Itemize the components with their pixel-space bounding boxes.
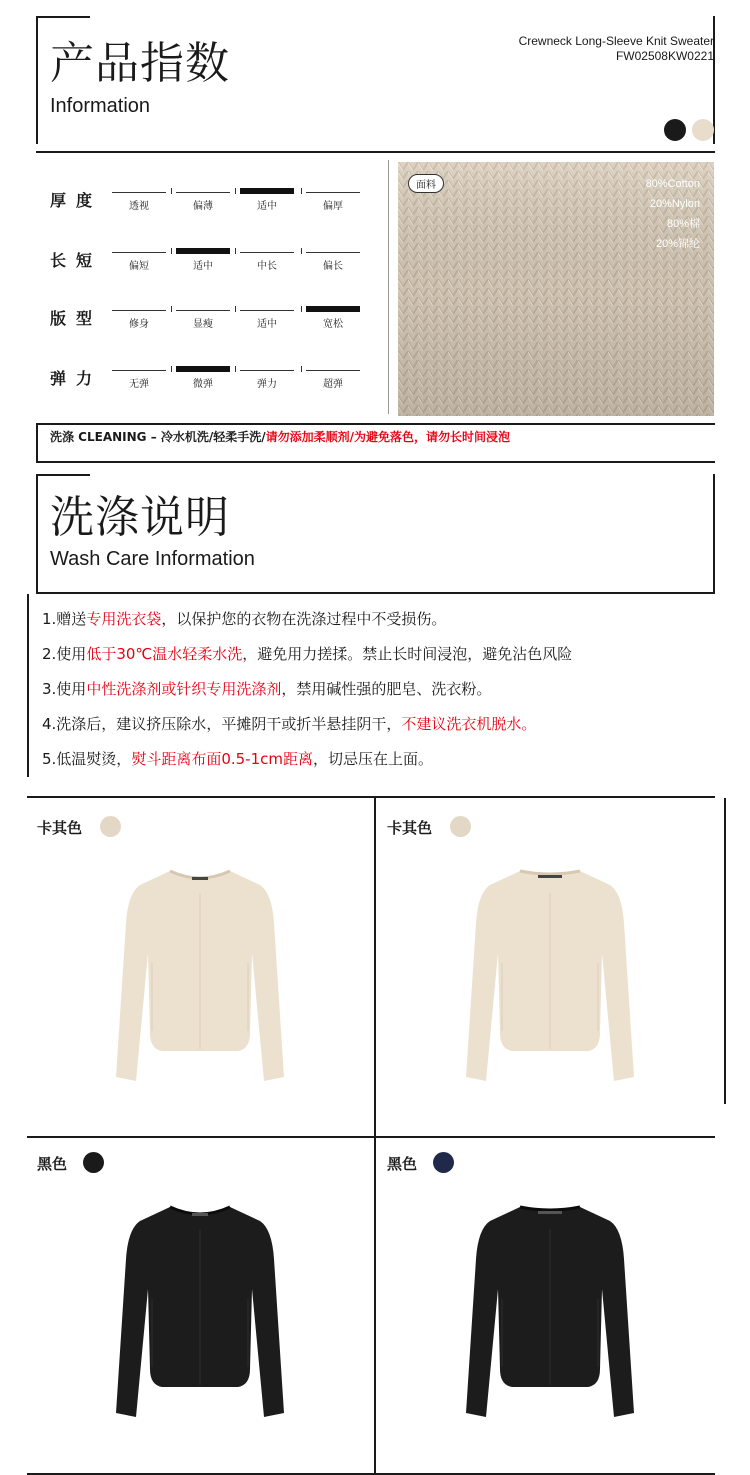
index-option-label: 适中 — [193, 261, 213, 272]
wash-care-highlight: 中性洗涤剂或针织专用洗涤剂 — [86, 680, 282, 698]
index-row-label: 厚度 — [50, 191, 103, 210]
index-option-label: 修身 — [129, 319, 149, 330]
wash-care-text: ，禁用碱性强的肥皂、洗衣粉。 — [281, 680, 492, 698]
index-segment — [176, 366, 230, 372]
section-title-cn: 产品指数 — [50, 38, 230, 89]
cleaning-warning: 请勿添加柔顺剂/为避免落色，请勿长时间浸泡 — [265, 430, 511, 444]
sweater-label-tag — [538, 1211, 562, 1214]
wash-title-cn: 洗涤说明 — [50, 492, 230, 543]
wash-care-text: ，避免用力搓揉。禁止长时间浸泡，避免沾色风险 — [242, 645, 573, 663]
index-option-label: 偏厚 — [323, 201, 343, 212]
wash-care-highlight: 不建议洗衣机脱水。 — [401, 715, 537, 733]
sweater-label-tag — [192, 877, 208, 880]
sweater-neckline — [520, 871, 580, 874]
wash-care-item — [42, 748, 433, 769]
index-segment — [306, 192, 360, 193]
wash-care-text: 1.赠送 — [42, 610, 87, 628]
index-segment — [112, 370, 166, 371]
wash-care-text: 3.使用 — [42, 680, 87, 698]
index-tick — [171, 248, 172, 254]
index-option-label: 偏长 — [323, 261, 343, 272]
index-option-label: 中长 — [257, 261, 277, 272]
sweater-front-image — [100, 1199, 300, 1439]
fabric-line-3: 80%棉 — [666, 218, 700, 230]
index-tick — [171, 188, 172, 194]
wash-care-item — [42, 713, 536, 734]
color-name-label: 黑色 — [37, 1155, 68, 1173]
index-tick — [301, 248, 302, 254]
index-segment — [112, 252, 166, 253]
color-dot-black — [664, 119, 686, 141]
sweater-label-tag — [192, 1213, 208, 1216]
sweater-label-tag — [538, 875, 562, 878]
wash-care-highlight: 熨斗距离布面0.5-1cm距离 — [131, 750, 313, 768]
wash-care-text: 4.洗涤后，建议挤压除水，平摊阴干或折半悬挂阴干， — [42, 715, 402, 733]
index-option-label: 宽松 — [323, 319, 343, 330]
color-dot-khaki — [692, 119, 714, 141]
index-tick — [235, 188, 236, 194]
sweater-back-image — [450, 863, 650, 1103]
cleaning-note — [50, 428, 510, 445]
wash-care-item — [42, 608, 446, 629]
index-segment — [176, 248, 230, 254]
index-row-label: 弹力 — [50, 369, 103, 388]
index-segment — [306, 306, 360, 312]
color-swatch-dot — [450, 816, 471, 837]
index-option-label: 适中 — [257, 319, 277, 330]
index-tick — [235, 366, 236, 372]
sweater-back-image — [450, 1199, 650, 1439]
index-row-label: 长短 — [50, 251, 103, 270]
fabric-line-2: 20%Nylon — [649, 198, 700, 210]
index-tick — [235, 248, 236, 254]
index-tick — [301, 188, 302, 194]
sweater-front-image — [100, 863, 300, 1103]
color-name-label: 卡其色 — [387, 819, 433, 837]
index-segment — [112, 310, 166, 311]
index-option-label: 微弹 — [193, 379, 213, 390]
wash-care-text: ，以保护您的衣物在洗涤过程中不受损伤。 — [161, 610, 447, 628]
fabric-line-1: 80%Cotton — [645, 178, 700, 190]
index-segment — [240, 310, 294, 311]
index-option-label: 透视 — [129, 201, 149, 212]
color-name-label: 黑色 — [387, 1155, 418, 1173]
index-segment — [240, 370, 294, 371]
index-option-label: 偏短 — [129, 261, 149, 272]
index-segment — [176, 192, 230, 193]
color-swatch-dot — [100, 816, 121, 837]
wash-care-text: 2.使用 — [42, 645, 87, 663]
section-title-en: Information — [50, 95, 151, 117]
fabric-line-4: 20%锦纶 — [655, 238, 700, 250]
index-segment — [240, 252, 294, 253]
wash-title-en: Wash Care Information — [50, 548, 255, 570]
index-segment — [176, 310, 230, 311]
index-tick — [171, 366, 172, 372]
sweater-neckline — [520, 1207, 580, 1210]
index-option-label: 超弹 — [323, 379, 343, 390]
wash-care-item — [42, 643, 572, 664]
index-tick — [171, 306, 172, 312]
wash-care-highlight: 低于30℃温水轻柔水洗 — [86, 645, 243, 663]
wash-care-item — [42, 678, 491, 699]
index-row-label: 版型 — [50, 309, 103, 328]
color-swatch-dot — [433, 1152, 454, 1173]
color-name-label: 卡其色 — [37, 819, 83, 837]
index-segment — [306, 370, 360, 371]
index-option-label: 显瘦 — [193, 319, 213, 330]
fabric-tag: 面料 — [408, 174, 444, 193]
fabric-composition — [646, 174, 700, 254]
index-option-label: 适中 — [257, 201, 277, 212]
index-tick — [235, 306, 236, 312]
cleaning-note-text: 洗涤 CLEANING – 冷水机洗/轻柔手洗/ — [50, 430, 266, 444]
index-segment — [306, 252, 360, 253]
wash-care-text: ，切忌压在上面。 — [312, 750, 433, 768]
index-option-label: 无弹 — [129, 379, 149, 390]
index-segment — [112, 192, 166, 193]
index-tick — [301, 366, 302, 372]
product-name-block — [414, 34, 714, 64]
fabric-swatch — [398, 162, 714, 416]
index-tick — [301, 306, 302, 312]
index-segment — [240, 188, 294, 194]
index-option-label: 弹力 — [257, 379, 277, 390]
wash-care-highlight: 专用洗衣袋 — [86, 610, 162, 628]
product-code: FW02508KW0221 — [615, 49, 714, 63]
wash-care-text: 5.低温熨烫， — [42, 750, 132, 768]
color-swatch-dot — [83, 1152, 104, 1173]
index-option-label: 偏薄 — [193, 201, 213, 212]
product-name: Crewneck Long-Sleeve Knit Sweater — [518, 34, 714, 48]
